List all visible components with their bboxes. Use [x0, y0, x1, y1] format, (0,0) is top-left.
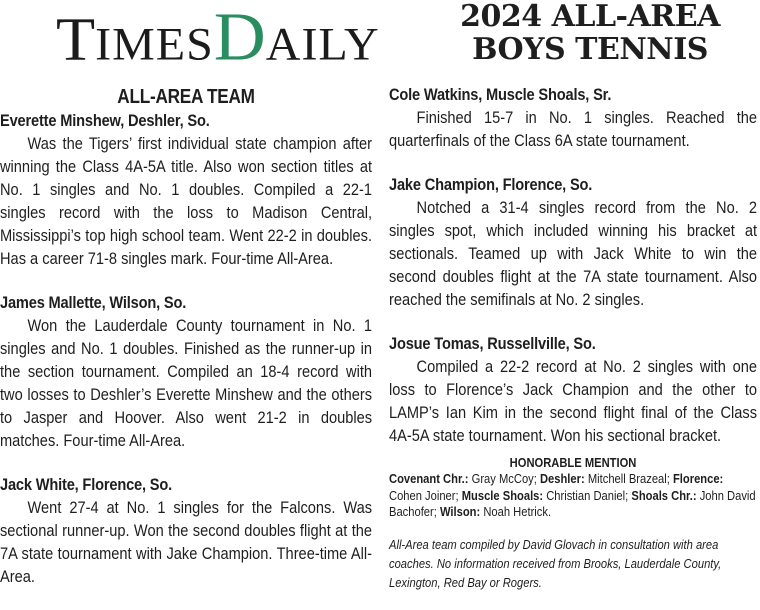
times-daily-logo — [56, 0, 380, 74]
hm-players: Noah Hetrick. — [480, 504, 552, 519]
player-entry — [389, 84, 757, 152]
player-bio: Finished 15-7 in No. 1 singles. Reached the quarterfinals of the Class 6A state tournament. — [389, 108, 758, 150]
hm-school: Muscle Shoals: — [461, 487, 544, 503]
player-entry — [389, 174, 757, 311]
honorable-mention-heading: HONORABLE MENTION — [509, 455, 637, 470]
player-bio: Was the Tigers’ first individual state champion after winning the Class 4A-5A title. Also won section titles at No. 1 singles and No. 1 doubles. Compiled a 22-1 singles record with the loss to Madison Central, Mississippi’s top high school team. Went 22-2 in doubles. Has a career 71-8 singles mark. Four-time All-Area. — [0, 134, 373, 268]
logo-daily-initial: D — [213, 0, 266, 75]
player-entry — [0, 110, 372, 270]
player-entry — [389, 333, 757, 447]
player-bio: Won the Lauderdale County tournament in No. 1 singles and No. 1 doubles. Finished as the runner-up in the section tournament. Compiled an 18-4 record with two losses to Deshler’s Everette Minshew and the others to Jasper and Hoover. Also went 21-2 in doubles matches. Four-time All-Area. — [0, 316, 373, 450]
title-line-2: BOYS TENNIS — [472, 32, 708, 67]
right-column — [389, 84, 757, 592]
hm-school: Shoals Chr.: — [631, 487, 697, 503]
hm-school: Wilson: — [439, 504, 481, 519]
player-name: Cole Watkins, Muscle Shoals, Sr. — [389, 85, 612, 104]
all-area-team-heading: ALL-AREA TEAM — [117, 86, 255, 108]
honorable-mention-list — [389, 471, 757, 521]
hm-players: Cohen Joiner; — [389, 487, 462, 503]
player-name: Josue Tomas, Russellville, So. — [389, 334, 596, 353]
logo-daily-rest: AILY — [265, 19, 380, 71]
hm-school: Covenant Chr.: — [389, 471, 469, 486]
hm-players: John David Bachofer; — [389, 487, 756, 519]
hm-players: Mitchell Brazeal; — [584, 471, 673, 486]
player-entry — [0, 474, 372, 588]
player-name: Jack White, Florence, So. — [0, 475, 173, 494]
player-bio: Compiled a 22-2 record at No. 2 singles with one loss to Florence’s Jack Champion and the other to LAMP’s Ian Kim in the second flight final of the Class 4A-5A state tournament. Won his sectional bracket. — [389, 357, 758, 445]
player-name: Everette Minshew, Deshler, So. — [0, 111, 210, 130]
player-bio: Went 27-4 at No. 1 singles for the Falcons. Was sectional runner-up. Won the second doubles flight at the 7A state tournament with Jake Champion. Three-time All-Area. — [0, 498, 373, 586]
player-name: James Mallette, Wilson, So. — [0, 293, 187, 312]
hm-school: Deshler: — [539, 471, 585, 486]
title-line-1: 2024 ALL-AREA — [460, 0, 720, 34]
masthead — [0, 0, 760, 78]
credit-note: All-Area team compiled by David Glovach in consultation with area coaches. No information received from Brooks, Lauderdale County, Lexington, Red Bay or Rogers. — [389, 536, 722, 590]
player-bio: Notched a 31-4 singles record from the No. 2 singles spot, which included winning his bracket at sectionals. Teamed up with Jack White to win the second doubles flight at the 7A state tournament. Also reached the semifinals at No. 2 singles. — [389, 198, 758, 309]
page-title — [440, 0, 740, 66]
player-name: Jake Champion, Florence, So. — [389, 175, 593, 194]
hm-players: Gray McCoy; — [468, 471, 540, 486]
logo-times-rest: IMES — [95, 19, 214, 71]
left-column — [0, 84, 372, 610]
hm-school: Florence: — [672, 471, 724, 486]
player-entry — [0, 292, 372, 452]
logo-times-initial: T — [56, 4, 96, 74]
hm-players: Christian Daniel; — [543, 487, 632, 503]
